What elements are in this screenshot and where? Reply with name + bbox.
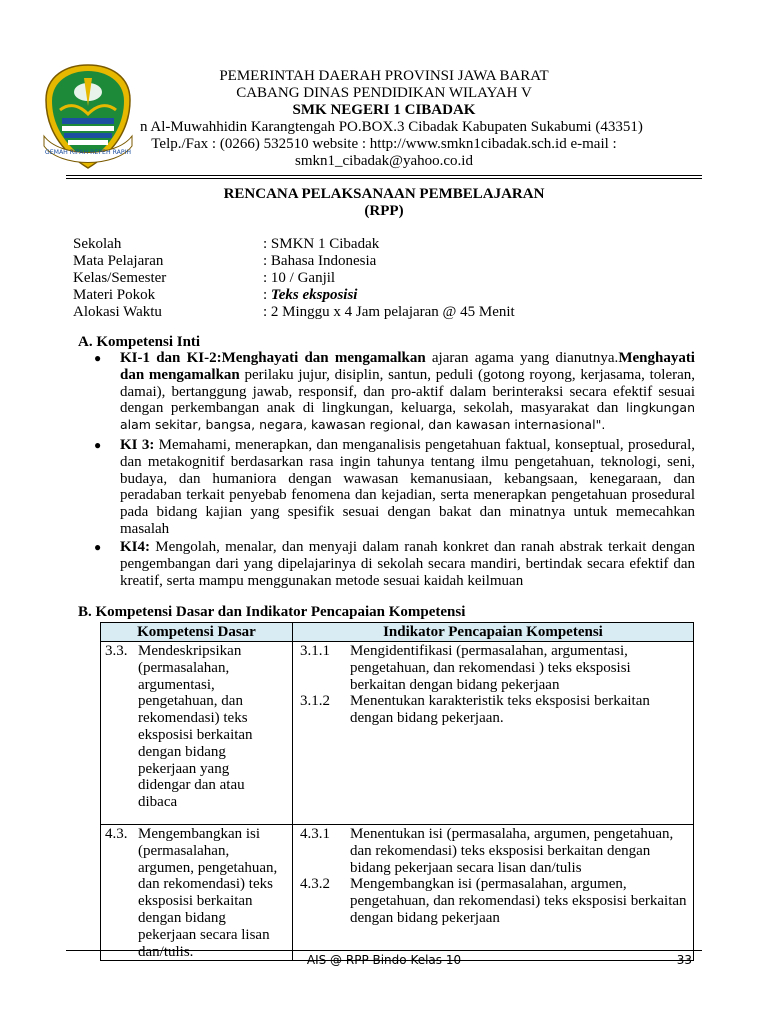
- indicator-number: 3.1.2: [299, 693, 330, 710]
- bullet-icon: ●: [94, 438, 102, 452]
- identity-value: : SMKN 1 Cibadak: [263, 236, 380, 252]
- bullet-icon: ●: [94, 540, 102, 554]
- logo-motto: GEMAH RIPAH REPEH RAPIH: [44, 149, 132, 156]
- identity-value-topic: Teks eksposisi: [270, 287, 358, 303]
- footer-divider: [66, 950, 702, 951]
- letterhead-address: n Al-Muwahhidin Karangtengah PO.BOX.3 Cibadak Kabupaten Sukabumi (43351): [140, 119, 643, 135]
- table-header-indicator: Indikator Pencapaian Kompetensi: [292, 623, 693, 642]
- bullet-icon: ●: [94, 351, 102, 365]
- letterhead-contact: Telp./Fax : (0266) 532510 website : http://www.smkn1cibadak.sch.id e-mail :: [151, 136, 617, 152]
- ki-1-2-term: Menghayati dan mengamalkan: [221, 350, 426, 366]
- ki-1-2-bullet: [94, 350, 695, 434]
- letterhead-school-name: SMK NEGERI 1 CIBADAK: [292, 102, 476, 118]
- table-header-row: [101, 623, 694, 642]
- ki-3-body: Memahami, menerapkan, dan menganalisis pengetahuan faktual, konseptual, prosedural, dan metakognitif berdasarkan rasa ingin tahunya tentang ilmu pengetahuan, teknologi, seni, budaya, dan humaniora dengan wawasan kemanusiaan, kebangsaan, kenegaraan, dan peradaban terkait penyebab fenomena dan kejadian, serta menerapkan pengetahuan prosedural pada bidang kajian yang spesifik sesuai dengan bakat dan minatnya untuk memecahkan masalah: [120, 437, 695, 537]
- identity-key: Mata Pelajaran: [73, 253, 164, 269]
- identity-row-class: [73, 270, 515, 287]
- kd-cell: [101, 825, 293, 961]
- indicator-text: Mengembangkan isi (permasalahan, argumen, pengetahuan, dan rekomendasi) teks eksposisi berkaitan dengan bidang pekerjaan: [349, 876, 687, 926]
- indicator-item: [297, 826, 689, 876]
- ki-3-label: KI 3:: [120, 437, 155, 453]
- indicator-text: Mengidentifikasi (permasalahan, argumentasi, pengetahuan, dan rekomendasi ) teks eksposisi berkaitan dengan bidang pekerjaan: [349, 643, 631, 693]
- ki-1-2-term2: Menghayati dan mengamalkan: [120, 350, 695, 383]
- kd-number: 4.3.: [105, 826, 128, 842]
- footer-caption: AIS @ RPP Bindo Kelas 10: [306, 953, 462, 967]
- identity-block: [73, 236, 515, 321]
- indicator-cell: [292, 825, 693, 961]
- kd-text: Mengembangkan isi (permasalahan, argumen, pengetahuan, dan rekomendasi) teks eksposisi berkaitan dengan bidang pekerjaan secara lisan dan/tulis.: [138, 826, 278, 960]
- identity-key: Kelas/Semester: [73, 270, 167, 286]
- ki-3-text: [120, 437, 695, 538]
- identity-row-topic: [73, 287, 515, 304]
- table-header-kd: Kompetensi Dasar: [101, 623, 293, 642]
- table-row: [101, 642, 694, 825]
- indicator-text: Menentukan isi (permasalaha, argumen, pengetahuan, dan rekomendasi) teks eksposisi berkaitan dengan bidang pekerjaan secara lisan dan/tulis: [349, 826, 674, 876]
- indicator-number: 3.1.1: [299, 643, 330, 659]
- identity-row-time: [73, 304, 515, 321]
- indicator-item: [297, 643, 689, 693]
- ki-1-2-text: [120, 350, 695, 434]
- indicator-text: Menentukan karakteristik teks eksposisi berkaitan dengan bidang pekerjaan.: [349, 693, 650, 727]
- kd-number: 3.3.: [105, 643, 128, 659]
- ki-4-label: KI4:: [120, 539, 150, 555]
- identity-key: Materi Pokok: [73, 287, 156, 303]
- section-b-heading: B. Kompetensi Dasar dan Indikator Pencapaian Kompetensi: [78, 604, 466, 620]
- indicator-number: 4.3.2: [299, 876, 330, 893]
- section-a-heading: A. Kompetensi Inti: [78, 334, 201, 350]
- ki-1-2-text3: lingkungan alam sekitar, bangsa, negara, kawasan regional, dan kawasan internasional".: [120, 400, 695, 433]
- identity-value: : Bahasa Indonesia: [263, 253, 377, 269]
- document-subtitle: (RPP): [364, 203, 404, 219]
- ki-1-2-text1: ajaran agama yang dianutnya.: [425, 350, 619, 366]
- letterhead-divider: [66, 175, 702, 176]
- letterhead-divider-thin: [66, 178, 702, 179]
- competency-table: [100, 622, 694, 961]
- identity-key: Alokasi Waktu: [73, 304, 162, 320]
- page-number: 33: [676, 953, 692, 967]
- ki-4-bullet: [94, 539, 695, 589]
- document-title: RENCANA PELAKSANAAN PEMBELAJARAN: [223, 186, 545, 202]
- identity-value: [263, 287, 357, 304]
- identity-value: : 2 Minggu x 4 Jam pelajaran @ 45 Menit: [263, 304, 515, 320]
- indicator-number: 4.3.1: [299, 826, 330, 842]
- kd-text: Mendeskripsikan (permasalahan, argumentasi, pengetahuan, dan rekomendasi) teks eksposisi berkaitan dengan bidang pekerjaan yang didengar dan atau dibaca: [138, 643, 253, 811]
- indicator-item: [297, 876, 689, 926]
- identity-row-subject: [73, 253, 515, 270]
- identity-value: : 10 / Ganjil: [263, 270, 336, 286]
- identity-row-school: [73, 236, 515, 253]
- letterhead-agency: CABANG DINAS PENDIDIKAN WILAYAH V: [236, 85, 532, 101]
- ki-4-body: Mengolah, menalar, dan menyaji dalam ranah konkret dan ranah abstrak terkait dengan pengembangan dari yang dipelajarinya di sekolah secara mandiri, bertindak secara efektif dan kreatif, serta mampu menggunakan metode sesuai kaidah keilmuan: [120, 539, 695, 589]
- kd-cell: [101, 642, 293, 825]
- ki-4-text: [120, 539, 695, 589]
- indicator-item: [297, 693, 689, 727]
- ki-1-2-label: KI-1 dan KI-2:: [120, 350, 222, 366]
- indicator-cell: [292, 642, 693, 825]
- table-row: [101, 825, 694, 961]
- ki-3-bullet: [94, 437, 695, 538]
- identity-value-prefix: :: [263, 287, 271, 303]
- ki-1-2-text2: perilaku jujur, disiplin, santun, peduli (gotong royong, kerjasama, toleran, damai), bertanggung jawab, responsif, dan pro-aktif dalam berinteraksi secara efektif sesuai dengan perkembangan anak di lingkungan, keluarga, sekolah, masyarakat dan: [120, 366, 696, 417]
- letterhead-email: smkn1_cibadak@yahoo.co.id: [295, 153, 473, 169]
- identity-key: Sekolah: [73, 236, 122, 252]
- letterhead-government: PEMERINTAH DAERAH PROVINSI JAWA BARAT: [219, 68, 549, 84]
